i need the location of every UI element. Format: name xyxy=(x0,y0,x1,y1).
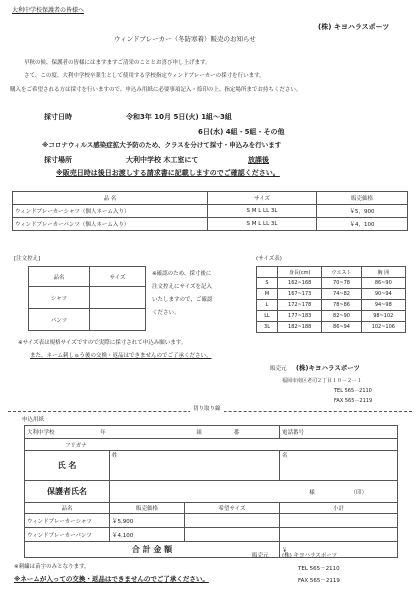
size-cell: 102~106 xyxy=(361,322,405,333)
size-header xyxy=(257,267,278,278)
confirm-line: いたしますので、ご確認 xyxy=(152,297,213,303)
order-copy-header-item: 品名 xyxy=(29,267,90,287)
size-cell: S xyxy=(257,278,278,289)
size-row xyxy=(257,289,406,300)
year-label: 年 xyxy=(100,430,106,436)
footer-seller-name: (株) キヨハラスポーツ xyxy=(282,553,338,559)
intro-line-3: 購入をご希望される方は採寸を行いますので、申込み用紙に必要事項記入・捺印の上、指定場所までお持ちください。 xyxy=(10,87,302,93)
size-cell: 86~90 xyxy=(361,278,405,289)
size-header: ウエスト xyxy=(322,267,361,278)
price-table xyxy=(12,191,408,231)
size-cell: 98~102 xyxy=(361,311,405,322)
order-copy-size-cell[interactable] xyxy=(90,309,146,331)
size-cell: 74~82 xyxy=(322,289,361,300)
place: 大利中学校 木工室にて xyxy=(126,156,199,164)
price-sizes: S M L LL 3L xyxy=(208,218,317,231)
size-note-1: ※サイズ表は規格サイズですので実際に採寸されて申込み願います。 xyxy=(18,340,187,346)
size-chart-label: (サイズ表) xyxy=(256,256,282,262)
name-label: 氏 名 xyxy=(25,451,110,481)
price-header-size: サイズ xyxy=(208,192,317,205)
seal-label: （印） xyxy=(350,489,367,496)
date-1: 令和3年 10月 5日(火) 1組～3組 xyxy=(126,113,232,121)
confirm-line: ※確認のため、採寸後に xyxy=(152,271,212,277)
order-header-size: 希望サイズ xyxy=(185,503,280,514)
order-size-field[interactable] xyxy=(185,528,280,542)
order-header-price: 販売価格 xyxy=(110,503,185,514)
order-row xyxy=(25,514,398,528)
parent-name-field[interactable] xyxy=(110,481,398,503)
footer-fax: FAX 565－2119 xyxy=(298,578,340,584)
company-name: (株) キヨハラスポーツ xyxy=(318,23,390,31)
confirm-line: 注文控えにサイズを記入 xyxy=(152,284,213,290)
after-school: 放課後 xyxy=(248,156,269,164)
size-chart xyxy=(256,266,406,333)
price-row xyxy=(13,205,408,218)
furigana-label: フリガナ xyxy=(25,439,398,451)
size-cell: L xyxy=(257,300,278,311)
order-header-item: 品名 xyxy=(25,503,110,514)
first-name-field[interactable] xyxy=(280,451,398,481)
date-label: 採寸日時 xyxy=(44,113,72,121)
confirm-text xyxy=(152,268,212,320)
price-item: ウィンドブレーカーシャツ（個人ネーム入り） xyxy=(13,205,208,218)
size-row xyxy=(257,278,406,289)
size-cell: 86~94 xyxy=(322,322,361,333)
order-header-subtotal: 小計 xyxy=(280,503,398,514)
sama-label: 様 xyxy=(309,489,315,496)
seller-label: 販売元 xyxy=(270,366,287,372)
application-form xyxy=(24,425,398,558)
price-item: ウィンドブレーカーパンツ（個人ネーム入り） xyxy=(13,218,208,231)
first-name-label: 名 xyxy=(282,453,288,459)
price-row xyxy=(13,218,408,231)
size-cell: 90~94 xyxy=(361,289,405,300)
price-value: ￥4，100 xyxy=(317,218,408,231)
order-copy-size-cell[interactable] xyxy=(90,287,146,309)
size-cell: 172~178 xyxy=(278,300,322,311)
parent-name-label: 保護者氏名 xyxy=(25,481,110,503)
order-price: ￥4,100 xyxy=(110,528,185,542)
footer-tel: TEL 565－2110 xyxy=(298,566,340,572)
order-copy-header-size: サイズ xyxy=(90,267,146,287)
seller-address: 福岡市南区老司２丁目１０－２－１ xyxy=(282,378,363,384)
order-subtotal-field[interactable] xyxy=(280,514,398,528)
size-row xyxy=(257,322,406,333)
size-cell: 82~90 xyxy=(322,311,361,322)
confirm-line: ください。 xyxy=(152,310,180,316)
price-header-price: 販売価格 xyxy=(317,192,408,205)
date-2: 6日(水) 4組・5組・その他 xyxy=(198,128,285,136)
notice-title: ウィンドブレーカー（冬防寒着）販売のお知らせ xyxy=(114,35,256,43)
order-price: ￥5,900 xyxy=(110,514,185,528)
sale-note: ※販売日時は後日お渡しする請求書に記載しますのでご確認ください。 xyxy=(56,169,280,177)
size-cell: 167~173 xyxy=(278,289,322,300)
size-header: 身長(cm) xyxy=(278,267,322,278)
size-row xyxy=(257,311,406,322)
size-cell: 3L xyxy=(257,322,278,333)
form-label: 申込用紙 xyxy=(22,417,45,423)
order-copy-pants: パンツ xyxy=(29,309,90,331)
yen-mark: ￥ xyxy=(282,547,288,554)
covid-note: ※コロナウィルス感染症拡大予防のため、クラスを分けて採寸・申込みを行います xyxy=(42,141,282,149)
school-name: 大利中学校 xyxy=(27,430,55,436)
size-cell: 162~168 xyxy=(278,278,322,289)
size-cell: 177~183 xyxy=(278,311,322,322)
footer-note-2: ※ネームが入っての交換・返品はできませんのでご了承ください。 xyxy=(14,575,209,583)
last-name-field[interactable] xyxy=(110,451,280,481)
seller-tel: TEL 565－2110 xyxy=(334,388,372,394)
order-row xyxy=(25,528,398,542)
order-subtotal-field[interactable] xyxy=(280,528,398,542)
price-value: ￥5，900 xyxy=(317,205,408,218)
order-copy-shirt: シャツ xyxy=(29,287,90,309)
total-label: 合 計 金 額 xyxy=(25,542,280,558)
phone-label: 電話番号 xyxy=(282,430,305,436)
class-label: 組 xyxy=(196,430,203,436)
size-cell: 78~86 xyxy=(322,300,361,311)
size-cell: 182~188 xyxy=(278,322,322,333)
intro-line-2: さて、この度、大利中学校卒業生として使用する学校指定ウィンドブレーカーの採寸を行います。 xyxy=(24,73,265,79)
price-sizes: S M L LL 3L xyxy=(208,205,317,218)
order-size-field[interactable] xyxy=(185,514,280,528)
intro-line-1: 早秋の候、保護者の皆様にはますますご清栄のこととお喜び申し上げます。 xyxy=(24,60,211,66)
size-cell: 94~98 xyxy=(361,300,405,311)
size-cell: M xyxy=(257,289,278,300)
size-header: 胸 囲 xyxy=(361,267,405,278)
footer-note-1: ※刺繍は苗字のみとなります。 xyxy=(14,564,90,570)
seller-fax: FAX 565－2119 xyxy=(334,398,373,404)
order-copy-table xyxy=(28,266,146,331)
price-header-item: 品 名 xyxy=(13,192,208,205)
footer-seller-label: 販売元 xyxy=(252,553,269,559)
number-label: 番 xyxy=(233,430,240,436)
recipient-line: 大利中学校保護者の皆様へ xyxy=(12,7,85,14)
size-note-2: また、ネーム刺しゅう後の交換・返品はできませんのでご了承ください。 xyxy=(30,353,212,359)
size-row xyxy=(257,300,406,311)
place-label: 採寸場所 xyxy=(44,156,72,164)
size-cell: LL xyxy=(257,311,278,322)
seller-name: (株)キヨハラスポーツ xyxy=(296,364,360,372)
order-item: ウィンドブレーカーパンツ xyxy=(25,528,110,542)
cut-line-label: 切り取り線 xyxy=(190,404,224,412)
last-name-label: 姓 xyxy=(112,453,118,459)
order-item: ウィンドブレーカーシャツ xyxy=(25,514,110,528)
size-cell: 70~78 xyxy=(322,278,361,289)
order-copy-label: [注文控え] xyxy=(14,256,41,262)
